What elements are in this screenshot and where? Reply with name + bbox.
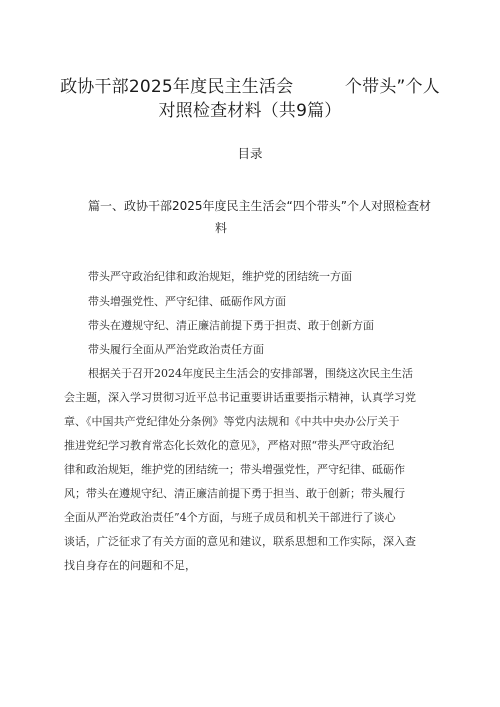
- document-title-line-1: 政协干部2025年度民主生活会 个带头”个人: [60, 77, 440, 97]
- body-paragraph-line: 律和政治规矩，维护党的团结统一；带头增强党性，严守纪律、砥砺作: [64, 463, 405, 476]
- body-paragraph-line: 会主题，深入学习贯彻习近平总书记重要讲话重要指示精神，认真学习党: [64, 391, 416, 404]
- body-paragraph-line: 找自身存在的问题和不足，: [64, 559, 196, 572]
- body-paragraph-line: 推进党纪学习教育常态化长效化的意见》，严格对照“带头严守政治纪: [64, 439, 395, 452]
- toc-item: 带头增强党性、严守纪律、砥砺作风方面: [88, 295, 286, 308]
- document-title-line-2: 对照检查材料（共9篇）: [158, 101, 342, 121]
- section-title-line-1: 篇一、政协干部2025年度民主生活会“四个带头”个人对照检查材: [88, 199, 431, 213]
- body-paragraph-line: 章、《中国共产党纪律处分条例》等党内法规和《中共中央办公厅关于: [64, 415, 400, 428]
- body-paragraph-line: 风；带头在遵规守纪、清正廉洁前提下勇于担当、敢于创新；带头履行: [64, 487, 405, 500]
- body-paragraph-line: 全面从严治党政治责任”4个方面，与班子成员和机关干部进行了谈心: [64, 511, 396, 524]
- section-title-line-2: 料: [215, 221, 228, 235]
- body-paragraph-line: 谈话，广泛征求了有关方面的意见和建议，联系思想和工作实际，深入查: [64, 535, 416, 548]
- body-paragraph-line: 根据关于召开2024年度民主生活会的安排部署，围绕这次民主生活: [88, 367, 413, 380]
- toc-heading: 目录: [237, 146, 263, 161]
- toc-item: 带头在遵规守纪、清正廉洁前提下勇于担责、敢于创新方面: [88, 319, 374, 332]
- toc-item: 带头严守政治纪律和政治规矩，维护党的团结统一方面: [88, 270, 352, 283]
- toc-item: 带头履行全面从严治党政治责任方面: [88, 343, 264, 356]
